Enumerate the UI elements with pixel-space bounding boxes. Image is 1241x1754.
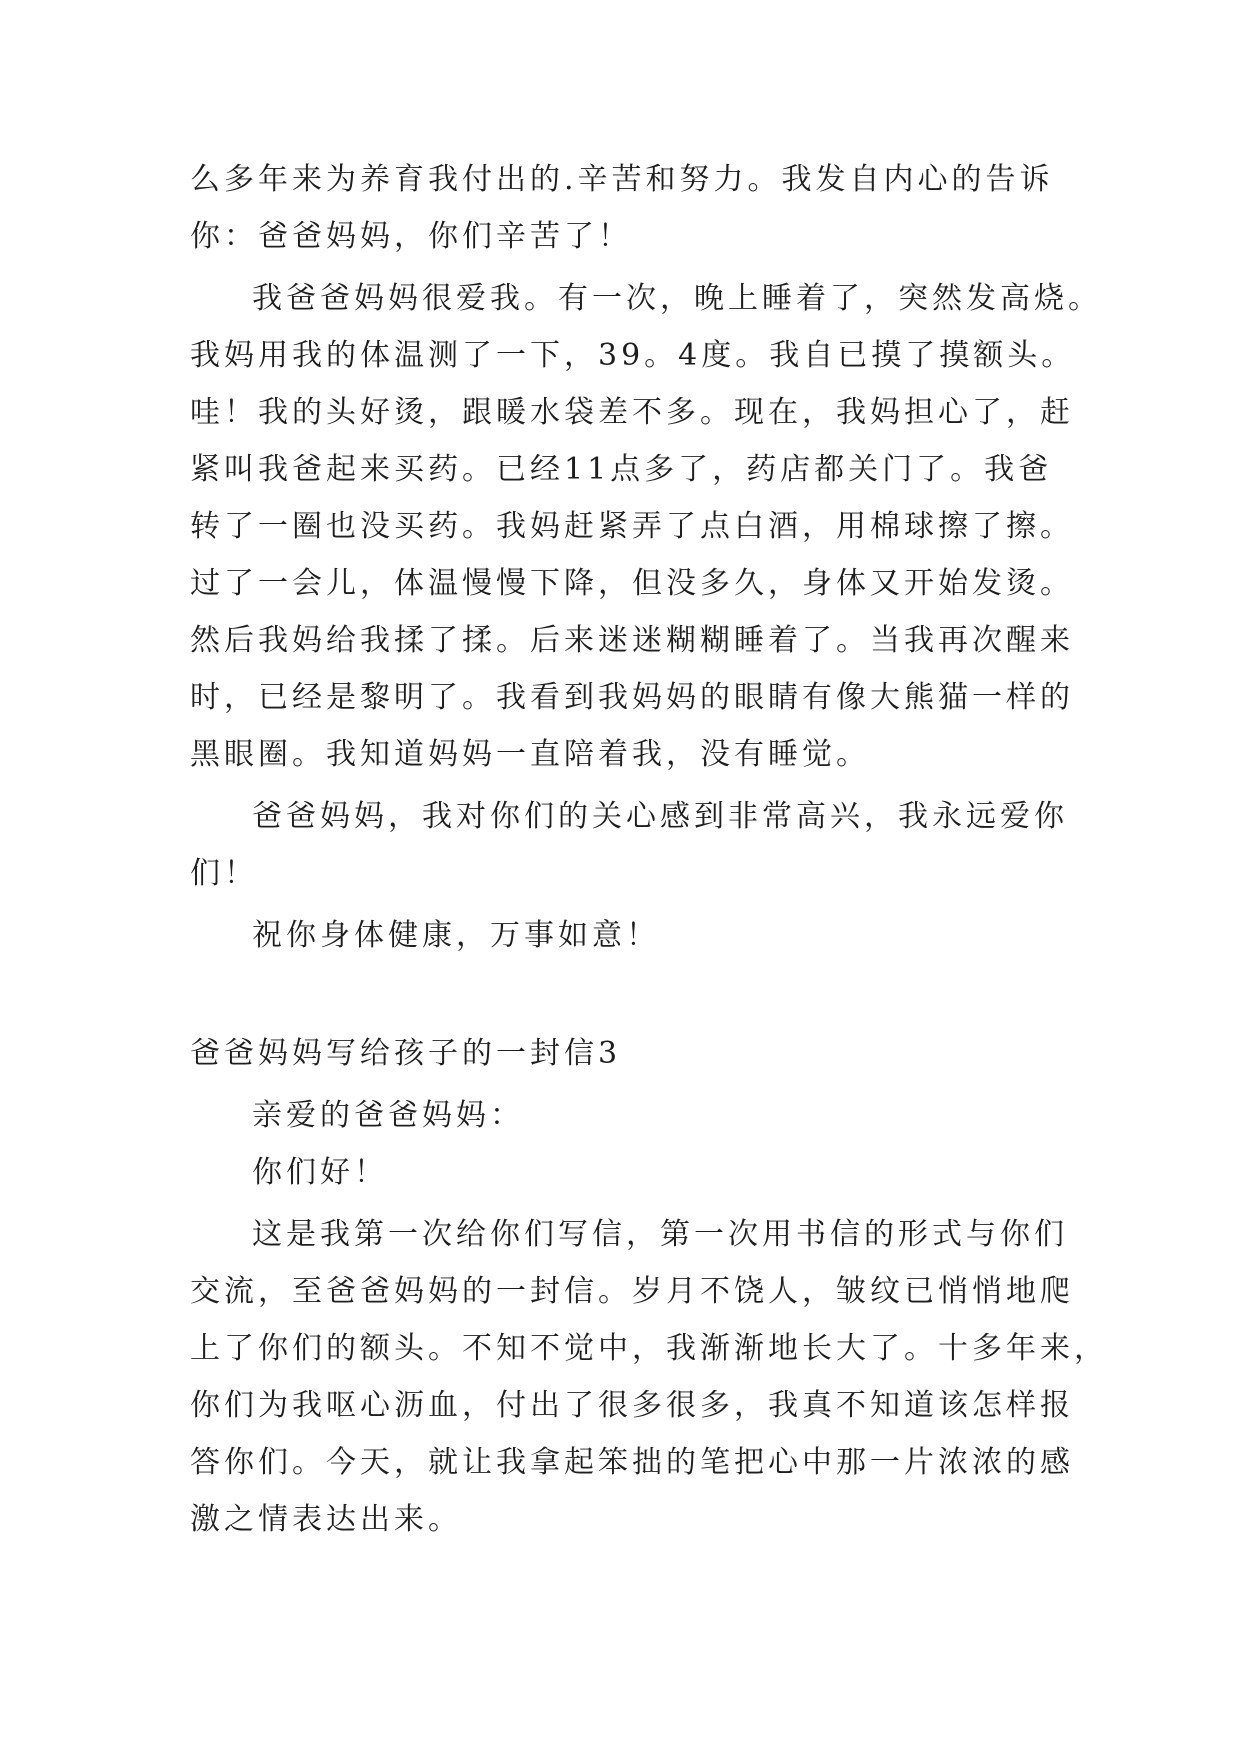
text-line: 时，已经是黎明了。我看到我妈妈的眼睛有像大熊猫一样的 [190, 680, 1074, 715]
closing-wish: 祝你身体健康，万事如意！ [252, 918, 660, 953]
text-line: 上了你们的额头。不知不觉中，我渐渐地长大了。十多年来， [190, 1331, 1108, 1366]
text-line: 过了一会儿，体温慢慢下降，但没多久，身体又开始发烫。 [190, 566, 1074, 601]
salutation: 亲爱的爸爸妈妈： [252, 1098, 524, 1133]
text-line: 哇！我的头好烫，跟暖水袋差不多。现在，我妈担心了，赶 [190, 395, 1074, 430]
text-line: 然后我妈给我揉了揉。后来迷迷糊糊睡着了。当我再次醒来 [190, 623, 1074, 658]
text-line: 交流，至爸爸妈妈的一封信。岁月不饶人，皱纹已悄悄地爬 [190, 1274, 1074, 1309]
text-line: 你：爸爸妈妈，你们辛苦了！ [190, 219, 632, 254]
paragraph-first-line: 爸爸妈妈，我对你们的关心感到非常高兴，我永远爱你 [252, 799, 1068, 834]
text-line: 么多年来为养育我付出的.辛苦和努力。我发自内心的告诉 [190, 162, 1054, 197]
text-line: 紧叫我爸起来买药。已经11点多了，药店都关门了。我爸 [190, 452, 1053, 487]
text-line: 们！ [190, 856, 258, 891]
section-heading: 爸爸妈妈写给孩子的一封信3 [190, 1036, 622, 1071]
text-line: 答你们。今天，就让我拿起笨拙的笔把心中那一片浓浓的感 [190, 1445, 1074, 1480]
paragraph-first-line: 这是我第一次给你们写信，第一次用书信的形式与你们 [252, 1217, 1068, 1252]
greeting: 你们好！ [252, 1155, 388, 1190]
text-line: 黑眼圈。我知道妈妈一直陪着我，没有睡觉。 [190, 737, 870, 772]
paragraph-first-line: 我爸爸妈妈很爱我。有一次，晚上睡着了，突然发高烧。 [252, 281, 1102, 316]
text-line: 你们为我呕心沥血，付出了很多很多，我真不知道该怎样报 [190, 1388, 1074, 1423]
text-line: 激之情表达出来。 [190, 1502, 462, 1537]
text-line: 转了一圈也没买药。我妈赶紧弄了点白酒，用棉球擦了擦。 [190, 509, 1074, 544]
text-line: 我妈用我的体温测了一下，39。4度。我自已摸了摸额头。 [190, 338, 1076, 373]
